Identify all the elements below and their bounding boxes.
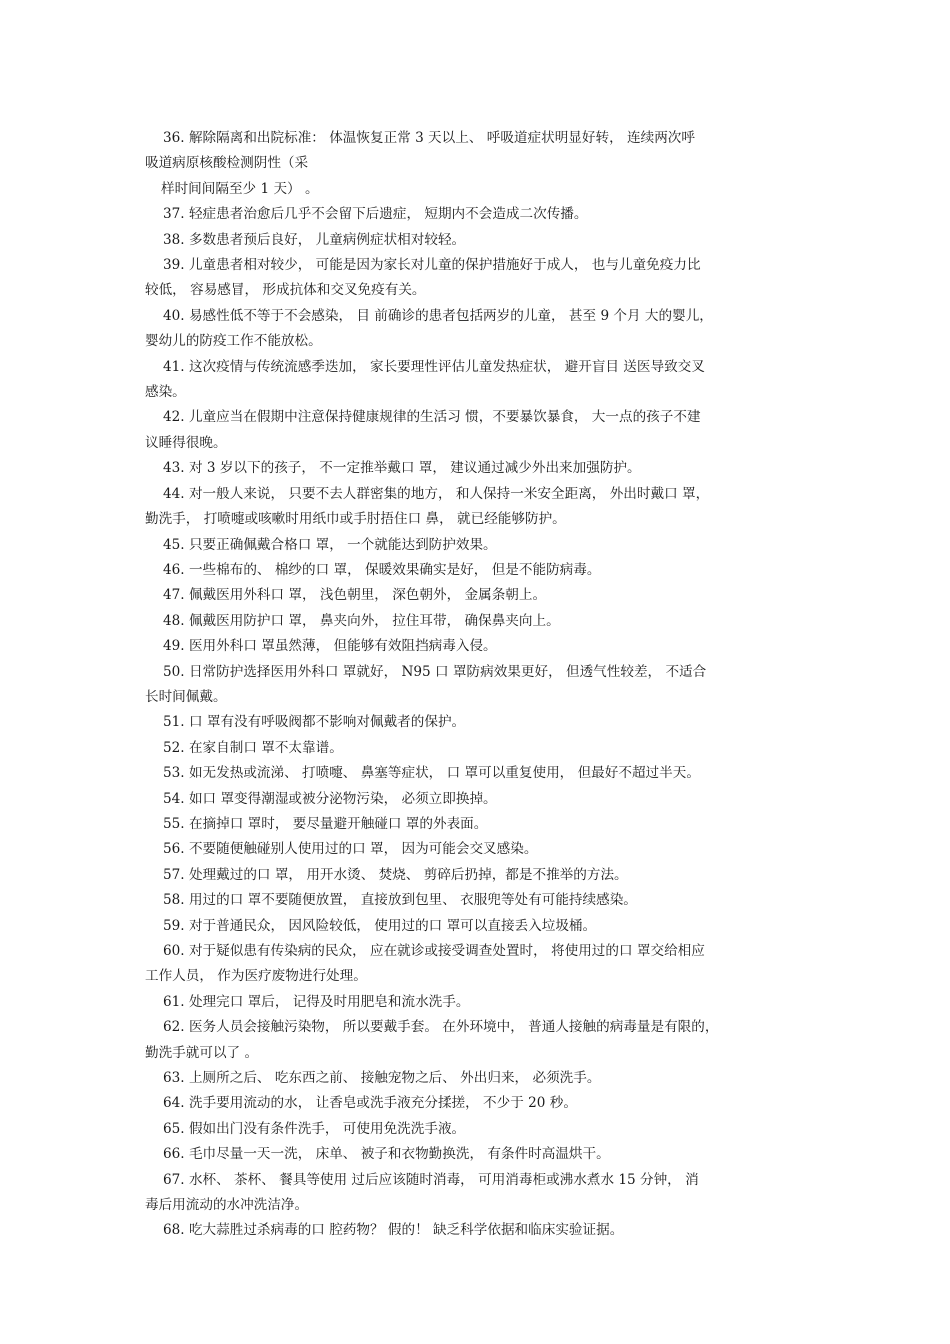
list-item — [145, 482, 811, 533]
list-item-text: 40. 易感性低不等于不会感染， 目 前确诊的患者包括两岁的儿童， 甚至 9 个月 大的婴儿， — [163, 307, 713, 324]
list-item-continuation: 工作人员， 作为医疗废物进行处理。 — [145, 968, 367, 985]
list-item-text: 49. 医用外科口 罩虽然薄， 但能够有效阻挡病毒入侵。 — [163, 638, 497, 655]
list-item — [145, 583, 811, 608]
list-item-text: 65. 假如出门没有条件洗手， 可使用免洗洗手液。 — [163, 1120, 466, 1137]
list-item — [145, 761, 811, 786]
list-item — [145, 863, 811, 888]
list-item — [145, 253, 811, 304]
list-item-continuation: 毒后用流动的水冲洗洁净。 — [145, 1197, 309, 1214]
list-item-text: 50. 日常防护选择医用外科口 罩就好， N95 口 罩防病效果更好， 但透气性较差， 不适合 — [163, 663, 707, 680]
list-item-text: 43. 对 3 岁以下的孩子， 不一定推举戴口 罩， 建议通过减少外出来加强防护。 — [163, 460, 641, 477]
list-item-text: 55. 在摘掉口 罩时， 要尽量避开触碰口 罩的外表面。 — [163, 815, 488, 832]
list-item — [145, 456, 811, 481]
list-item — [145, 202, 811, 227]
list-item-text: 52. 在家自制口 罩不太靠谱。 — [163, 739, 343, 756]
list-item-text: 44. 对一般人来说， 只要不去人群密集的地方， 和人保持一米安全距离， 外出时戴口 罩， — [163, 485, 710, 502]
document-body — [145, 126, 811, 1244]
list-item-text: 53. 如无发热或流涕、 打喷嚏、 鼻塞等症状， 口 罩可以重复使用， 但最好不超过半天。 — [163, 765, 700, 782]
list-item — [145, 837, 811, 862]
list-item-continuation: 吸道病原核酸检测阴性（采 — [145, 155, 309, 172]
list-item — [145, 660, 811, 711]
list-item — [145, 787, 811, 812]
list-item — [145, 609, 811, 634]
list-item-text: 54. 如口 罩变得潮湿或被分泌物污染， 必须立即换掉。 — [163, 790, 497, 807]
list-item-text: 66. 毛巾尽量一天一洗， 床单、 被子和衣物勤换洗， 有条件时高温烘干。 — [163, 1146, 610, 1163]
list-item — [145, 1117, 811, 1142]
list-item-text: 51. 口 罩有没有呼吸阀都不影响对佩戴者的保护。 — [163, 714, 466, 731]
list-item — [145, 126, 811, 202]
list-item — [145, 1142, 811, 1167]
list-item — [145, 1218, 811, 1243]
list-item — [145, 355, 811, 406]
list-item-text: 67. 水杯、 茶杯、 餐具等使用 过后应该随时消毒， 可用消毒柜或沸水煮水 15 分钟， 消 — [163, 1171, 699, 1188]
list-item-text: 60. 对于疑似患有传染病的民众， 应在就诊或接受调查处置时， 将使用过的口 罩交给相应 — [163, 943, 705, 959]
list-item-text: 42. 儿童应当在假期中注意保持健康规律的生活习 惯，不要暴饮暴食， 大一点的孩子不建 — [163, 409, 701, 426]
list-item-text: 47. 佩戴医用外科口 罩， 浅色朝里， 深色朝外， 金属条朝上。 — [163, 587, 547, 604]
list-item — [145, 1066, 811, 1091]
list-item-text: 58. 用过的口 罩不要随便放置， 直接放到包里、 衣服兜等处有可能持续感染。 — [163, 892, 637, 909]
list-item-continuation: 长时间佩戴。 — [145, 688, 227, 705]
list-item — [145, 304, 811, 355]
list-item-continuation: 议睡得很晚。 — [145, 434, 227, 451]
list-item-text: 62. 医务人员会接触污染物， 所以要戴手套。 在外环境中， 普通人接触的病毒量是有限的， — [163, 1019, 719, 1036]
list-item — [145, 736, 811, 761]
list-item-text: 68. 吃大蒜胜过杀病毒的口 腔药物？ 假的！ 缺乏科学依据和临床实验证据。 — [163, 1222, 624, 1239]
list-item-text: 37. 轻症患者治愈后几乎不会留下后遗症， 短期内不会造成二次传播。 — [163, 206, 588, 223]
list-item-text: 56. 不要随便触碰别人使用过的口 罩， 因为可能会交叉感染。 — [163, 841, 538, 858]
list-item-text: 57. 处理戴过的口 罩， 用开水烫、 焚烧、 剪碎后扔掉，都是不推举的方法。 — [163, 866, 628, 883]
list-item — [145, 228, 811, 253]
list-item — [145, 888, 811, 913]
list-item — [145, 1091, 811, 1116]
list-item-continuation: 较低， 容易感冒， 形成抗体和交叉免疫有关。 — [145, 282, 426, 299]
list-item — [145, 710, 811, 735]
list-item-continuation: 婴幼儿的防疫工作不能放松。 — [145, 333, 322, 350]
list-item — [145, 1015, 811, 1066]
list-item-continuation: 样时间间隔至少 1 天） 。 — [161, 180, 319, 197]
list-item — [145, 812, 811, 837]
list-item-text: 38. 多数患者预后良好， 儿童病例症状相对较轻。 — [163, 231, 466, 248]
list-item-text: 36. 解除隔离和出院标准： 体温恢复正常 3 天以上、 呼吸道症状明显好转， 连续两次呼 — [163, 130, 695, 146]
list-item — [145, 990, 811, 1015]
list-item — [145, 1168, 811, 1219]
list-item-text: 61. 处理完口 罩后， 记得及时用肥皂和流水洗手。 — [163, 993, 470, 1010]
list-item-continuation: 感染。 — [145, 384, 186, 401]
list-item-text: 39. 儿童患者相对较少， 可能是因为家长对儿童的保护措施好于成人， 也与儿童免疫力比 — [163, 257, 701, 274]
list-item-text: 46. 一些棉布的、 棉纱的口 罩， 保暖效果确实是好， 但是不能防病毒。 — [163, 561, 601, 578]
list-item-text: 45. 只要正确佩戴合格口 罩， 一个就能达到防护效果。 — [163, 536, 497, 553]
list-item — [145, 405, 811, 456]
list-item — [145, 914, 811, 939]
list-item-text: 64. 洗手要用流动的水， 让香皂或洗手液充分揉搓， 不少于 20 秒。 — [163, 1095, 577, 1112]
list-item — [145, 533, 811, 558]
list-item — [145, 558, 811, 583]
list-item-continuation: 勤洗手， 打喷嚏或咳嗽时用纸巾或手肘捂住口 鼻， 就已经能够防护。 — [145, 511, 566, 528]
list-item-text: 41. 这次疫情与传统流感季迭加， 家长要理性评估儿童发热症状， 避开盲目 送医导致交叉 — [163, 358, 705, 375]
list-item-continuation: 勤洗手就可以了 。 — [145, 1044, 259, 1061]
list-item — [145, 634, 811, 659]
list-item — [145, 939, 811, 990]
list-item-text: 63. 上厕所之后、 吃东西之前、 接触宠物之后、 外出归来， 必须洗手。 — [163, 1070, 601, 1087]
list-item-text: 48. 佩戴医用防护口 罩， 鼻夹向外， 拉住耳带， 确保鼻夹向上。 — [163, 612, 560, 629]
list-item-text: 59. 对于普通民众， 因风险较低， 使用过的口 罩可以直接丢入垃圾桶。 — [163, 917, 597, 934]
